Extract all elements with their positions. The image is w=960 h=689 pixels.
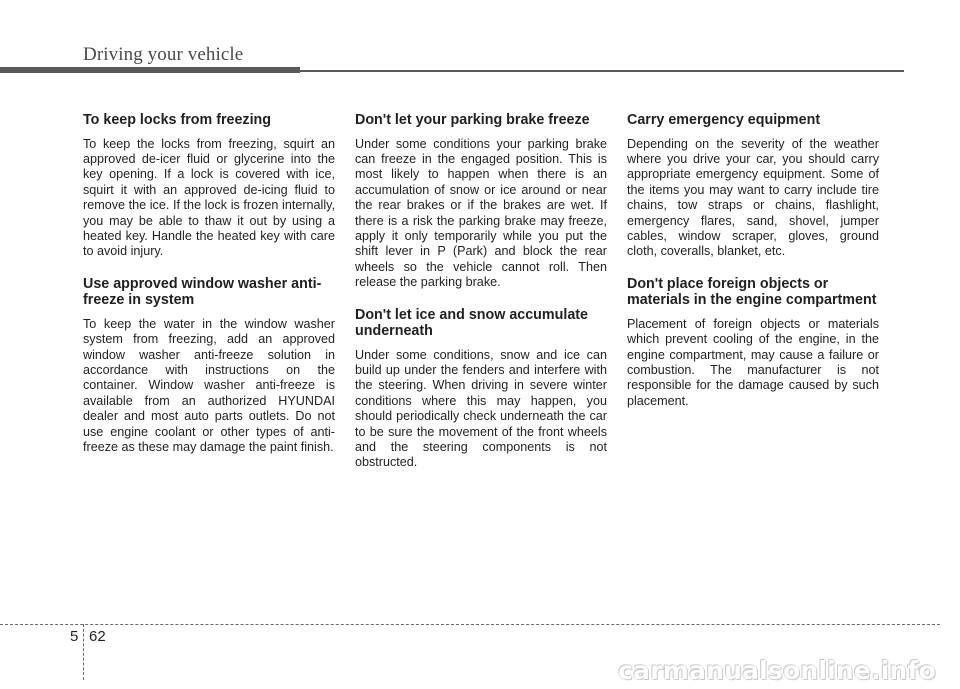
section-body-ice-snow: Under some conditions, snow and ice can build up under the fenders and interfere with the steering. When driving in severe winter conditions where this may happen, you should periodically check underneath the car to be sure the movement of the front wheels and the steering components is not obstructed. xyxy=(355,347,607,470)
section-body-parking-brake: Under some conditions your parking brake can freeze in the engaged position. This is most likely to happen when there is an accumulation of snow or ice around or near the rear brakes or if the brakes are wet. If there is a risk the parking brake may freeze, apply it only temporarily while you put the shift lever in P (Park) and block the rear wheels so the vehicle cannot roll. Then release the parking brake. xyxy=(355,136,607,290)
section-body-washer: To keep the water in the window washer system from freezing, add an approved window washer anti-freeze solution in accordance with instructions on the container. Window washer anti-freeze is available from an authorized HYUNDAI dealer and most auto parts outlets. Do not use engine coolant or other types of anti-freeze as these may damage the paint finish. xyxy=(83,316,335,454)
section-body-locks: To keep the locks from freezing, squirt an approved de-icer fluid or glycerine into the key opening. If a lock is covered with ice, squirt it with an approved de-icing fluid to remove the ice. If the lock is frozen internally, you may be able to thaw it out by using a heated key. Handle the heated key with care to avoid injury. xyxy=(83,136,335,259)
section-heading-washer: Use approved window washer anti-freeze in system xyxy=(83,275,322,309)
section-heading-ice-snow: Don't let ice and snow accumulate underneath xyxy=(355,306,588,340)
section-heading-emergency: Carry emergency equipment xyxy=(627,112,821,128)
section-heading-foreign-objects: Don't place foreign objects or materials in the engine compartment xyxy=(627,275,877,309)
section-heading-locks: To keep locks from freezing xyxy=(83,112,272,128)
watermark: carmanualsonline.info xyxy=(618,656,936,685)
column-2 xyxy=(355,112,607,487)
section-body-emergency: Depending on the severity of the weather where you drive your car, you should carry appropriate emergency equipment. Some of the items you may want to carry include tire chains, tow straps or chains, flashlight, emergency flares, sand, shovel, jumper cables, window scraper, gloves, ground cloth, coveralls, blanket, etc. xyxy=(627,136,879,259)
column-3 xyxy=(627,112,879,425)
footer-dashed-rule xyxy=(0,624,940,625)
page-title: Driving your vehicle xyxy=(83,44,244,65)
chapter-number: 5 xyxy=(70,628,79,645)
header-rule-thick xyxy=(0,67,300,73)
header-rule-thin xyxy=(300,70,904,72)
section-heading-parking-brake: Don't let your parking brake freeze xyxy=(355,112,590,128)
page-number: 62 xyxy=(89,628,106,645)
footer-dashed-divider xyxy=(83,624,84,680)
column-1 xyxy=(83,112,335,471)
section-body-foreign-objects: Placement of foreign objects or materials which prevent cooling of the engine, in the engine compartment, may cause a failure or combustion. The manufacturer is not responsible for the damage caused by such placement. xyxy=(627,316,879,408)
